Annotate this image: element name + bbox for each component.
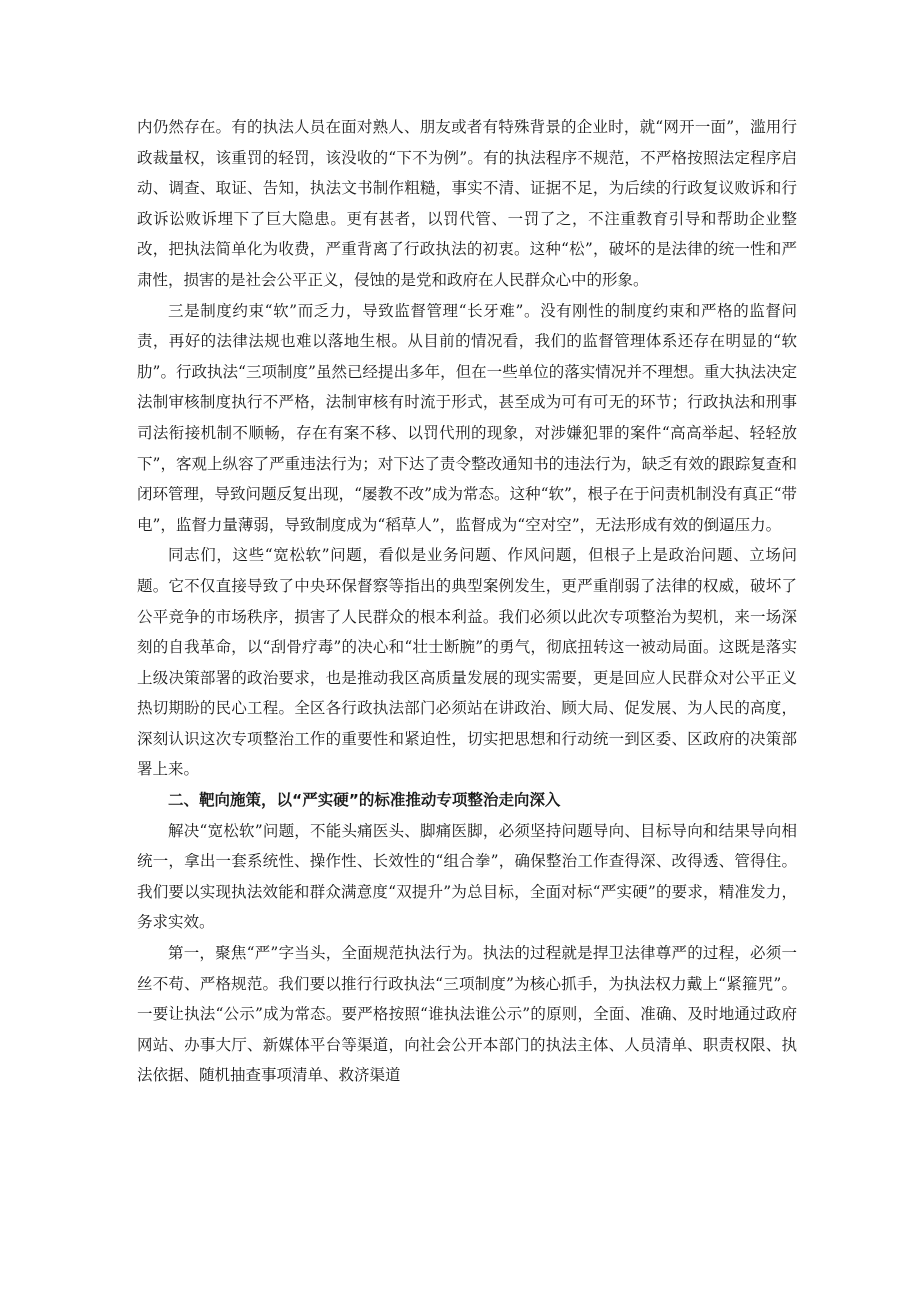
paragraph-continuation: 内仍然存在。有的执法人员在面对熟人、朋友或者有特殊背景的企业时，就“网开一面”，滥用行政裁量权，该重罚的轻罚，该没收的“下不为例”。有的执法程序不规范，不严格按照法定程序启动、调查、取证、告知，执法文书制作粗糙，事实不清、证据不足，为后续的行政复议败诉和行政诉讼败诉埋下了巨大隐患。更有甚者，以罚代管、一罚了之，不注重教育引导和帮助企业整改，把执法简单化为收费，严重背离了行政执法的初衷。这种“松”，破坏的是法律的统一性和严肃性，损害的是社会公平正义，侵蚀的是党和政府在人民群众心中的形象。 bbox=[137, 118, 797, 289]
document-page bbox=[137, 112, 797, 1091]
paragraph-first-strict: 第一，聚焦“严”字当头，全面规范执法行为。执法的过程就是捍卫法律尊严的过程，必须一丝不苟、严格规范。我们要以推行行政执法“三项制度”为核心抓手，为执法权力戴上“紧箍咒”。一要让执法“公示”成为常态。要严格按照“谁执法谁公示”的原则，全面、准确、及时地通过政府网站、办事大厅、新媒体平台等渠道，向社会公开本部门的执法主体、人员清单、职责权限、执法依据、随机抽查事项清单、救济渠道 bbox=[137, 944, 797, 1085]
paragraph-comrades-summary: 同志们，这些“宽松软”问题，看似是业务问题、作风问题，但根子上是政治问题、立场问题。它不仅直接导致了中央环保督察等指出的典型案例发生，更严重削弱了法律的权威，破坏了公平竞争的市场秩序，损害了人民群众的根本利益。我们必须以此次专项整治为契机，来一场深刻的自我革命，以“刮骨疗毒”的决心和“壮士断腕”的勇气，彻底扭转这一被动局面。这既是落实上级决策部署的政治要求，也是推动我区高质量发展的现实需要，更是回应人民群众对公平正义热切期盼的民心工程。全区各行政执法部门必须站在讲政治、顾大局、促发展、为人民的高度，深刻认识这次专项整治工作的重要性和紧迫性，切实把思想和行动统一到区委、区政府的决策部署上来。 bbox=[137, 546, 797, 779]
paragraph-solution-intro: 解决“宽松软”问题，不能头痛医头、脚痛医脚，必须坚持问题导向、目标导向和结果导向相统一，拿出一套系统性、操作性、长效性的“组合拳”，确保整治工作查得深、改得透、管得住。我们要以实现执法效能和群众满意度“双提升”为总目标，全面对标“严实硬”的要求，精准发力，务求实效。 bbox=[137, 821, 797, 932]
section-heading-2: 二、靶向施策，以“严实硬”的标准推动专项整治走向深入 bbox=[168, 791, 561, 810]
paragraph-institutional-constraints: 三是制度约束“软”而乏力，导致监督管理“长牙难”。没有刚性的制度约束和严格的监督问责，再好的法律法规也难以落地生根。从目前的情况看，我们的监督管理体系还存在明显的“软肋”。行政执法“三项制度”虽然已经提出多年，但在一些单位的落实情况并不理想。重大执法决定法制审核制度执行不严格，法制审核有时流于形式，甚至成为可有可无的环节；行政执法和刑事司法衔接机制不顺畅，存在有案不移、以罚代刑的现象，对涉嫌犯罪的案件“高高举起、轻轻放下”，客观上纵容了严重违法行为；对下达了责令整改通知书的违法行为，缺乏有效的跟踪复查和闭环管理，导致问题反复出现，“屡教不改”成为常态。这种“软”，根子在于问责机制没有真正“带电”，监督力量薄弱，导致制度成为“稻草人”，监督成为“空对空”，无法形成有效的倒逼压力。 bbox=[137, 301, 797, 534]
